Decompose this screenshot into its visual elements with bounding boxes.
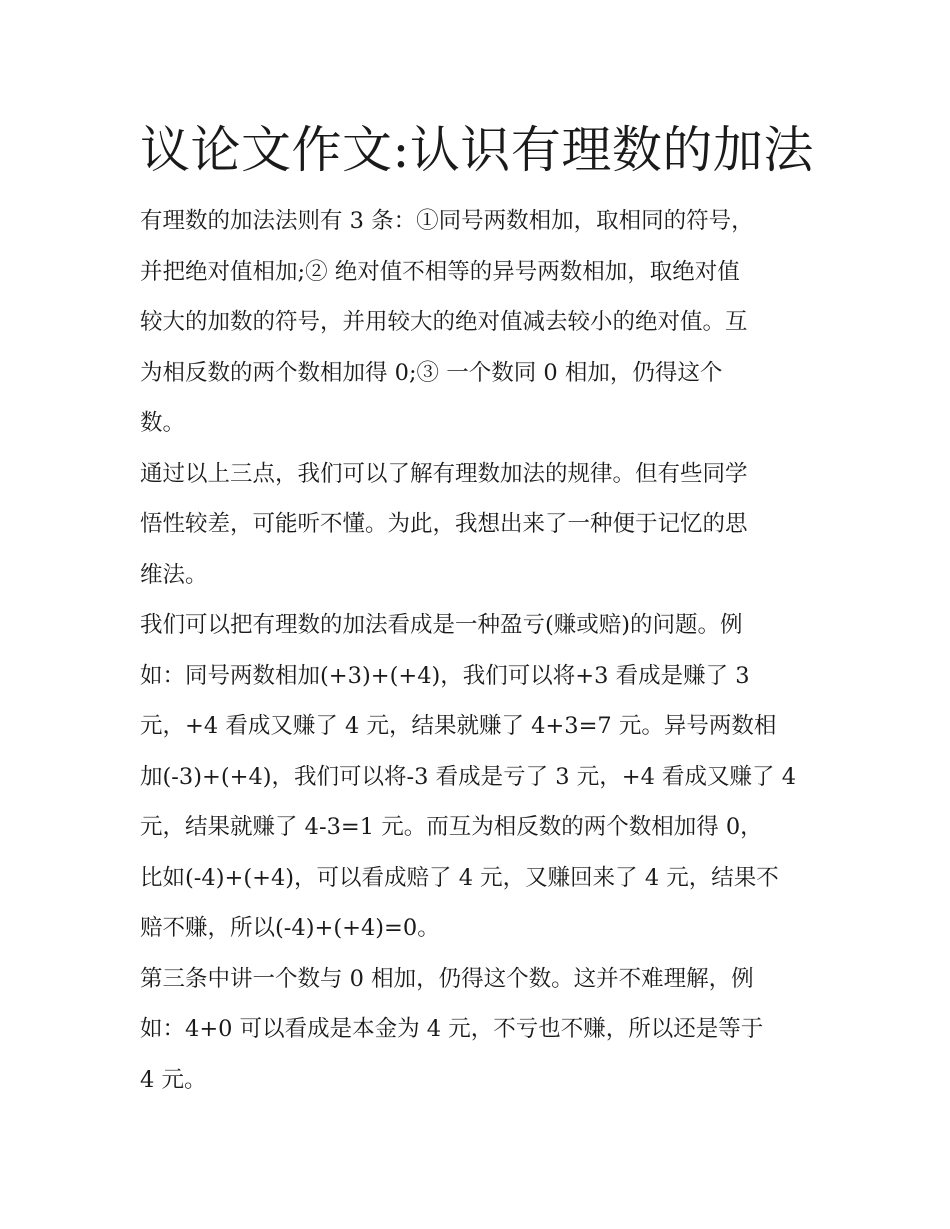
text-line: 并把绝对值相加;② 绝对值不相等的异号两数相加，取绝对值 xyxy=(140,258,740,285)
paragraph-profit-loss-examples xyxy=(140,600,812,954)
text-line: 加(-3)+(+4)，我们可以将-3 看成是亏了 3 元，+4 看成又赚了 4 xyxy=(140,763,797,790)
text-line: 如：4+0 可以看成是本金为 4 元，不亏也不赚，所以还是等于 xyxy=(140,1016,764,1042)
text-line: 悟性较差，可能听不懂。为此，我想出来了一种便于记忆的思 xyxy=(140,511,748,537)
paragraph-zero-rule xyxy=(140,954,812,1106)
text-line: 较大的加数的符号，并用较大的绝对值减去较小的绝对值。互 xyxy=(140,309,748,335)
text-line: 有理数的加法法则有 3 条：①同号两数相加，取相同的符号， xyxy=(140,208,754,234)
text-line: 第三条中讲一个数与 0 相加，仍得这个数。这并不难理解，例 xyxy=(140,965,754,992)
text-line: 为相反数的两个数相加得 0;③ 一个数同 0 相加，仍得这个 xyxy=(140,359,723,386)
paragraph-rules xyxy=(140,196,812,449)
text-line: 如：同号两数相加(+3)+(+4)，我们可以将+3 看成是赚了 3 xyxy=(140,662,750,689)
text-line: 维法。 xyxy=(140,561,208,588)
text-line: 元，+4 看成又赚了 4 元，结果就赚了 4+3=7 元。异号两数相 xyxy=(140,713,777,739)
text-line: 比如(-4)+(+4)，可以看成赔了 4 元，又赚回来了 4 元，结果不 xyxy=(140,864,779,891)
text-line: 赔不赚，所以(-4)+(+4)=0。 xyxy=(140,915,440,941)
text-line: 我们可以把有理数的加法看成是一种盈亏(赚或赔)的问题。例 xyxy=(140,612,743,638)
text-line: 4 元。 xyxy=(140,1066,207,1093)
document-page xyxy=(140,118,812,1105)
text-line: 通过以上三点，我们可以了解有理数加法的规律。但有些同学 xyxy=(140,460,748,487)
text-line: 元，结果就赚了 4-3=1 元。而互为相反数的两个数相加得 0， xyxy=(140,814,763,840)
text-line: 数。 xyxy=(140,410,186,436)
page-title: 议论文作文:认识有理数的加法 xyxy=(140,121,814,179)
paragraph-method-intro xyxy=(140,449,812,601)
